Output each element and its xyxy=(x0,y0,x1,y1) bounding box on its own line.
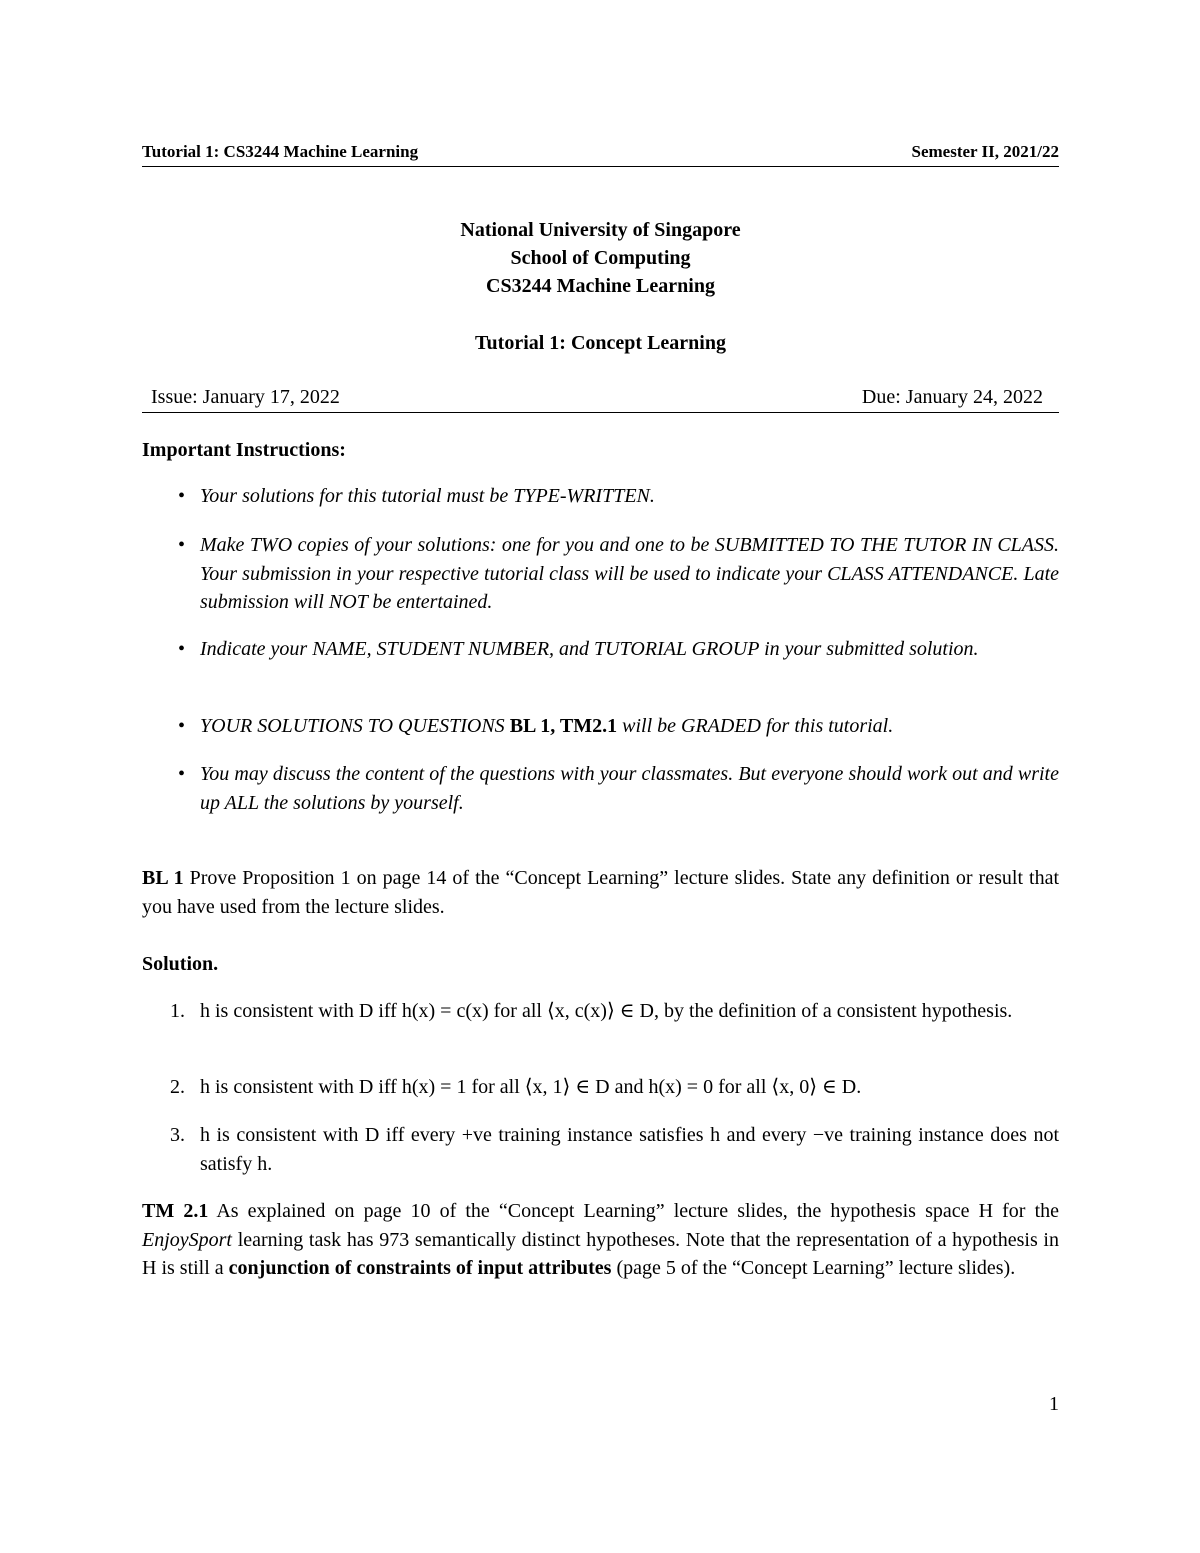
step-text: h is consistent with D iff h(x) = c(x) for all ⟨x, c(x)⟩ ∈ D, by the definition of a consistent hypothesis. xyxy=(200,1000,1013,1022)
emphasis-text: conjunction of constraints of input attributes xyxy=(228,1257,612,1279)
step-number: 2. xyxy=(170,1076,185,1098)
solution-heading: Solution. xyxy=(142,953,219,975)
issue-due-bar xyxy=(142,384,1059,413)
instruction-text xyxy=(200,712,1059,741)
step-number: 3. xyxy=(170,1124,185,1146)
question-text-2: learning task has 973 semantically distinct hypotheses. Note that the representation of a hypothesis in H is still a xyxy=(142,1228,1059,1279)
course-name: CS3244 Machine Learning xyxy=(486,275,715,297)
question-label: TM 2.1 xyxy=(142,1200,209,1222)
instruction-text-post: will be GRADED for this tutorial. xyxy=(617,715,894,737)
bullet-icon: • xyxy=(178,485,186,507)
question-text-3: (page 5 of the “Concept Learning” lecture slides). xyxy=(611,1257,1016,1279)
step-number: 1. xyxy=(170,1000,185,1022)
question-tm21 xyxy=(142,1197,1059,1283)
question-text-1: As explained on page 10 of the “Concept Learning” lecture slides, the hypothesis space H for the xyxy=(208,1200,1059,1222)
bullet-icon: • xyxy=(178,638,186,660)
instruction-text: Your solutions for this tutorial must be TYPE-WRITTEN. xyxy=(200,485,655,507)
header-right: Semester II, 2021/22 xyxy=(911,142,1059,161)
issue-date: Issue: January 17, 2022 xyxy=(151,386,340,408)
question-ref-tm21: TM2.1 xyxy=(559,715,618,737)
bullet-icon: • xyxy=(178,763,186,785)
page-number: 1 xyxy=(1049,1393,1059,1415)
document-page xyxy=(142,0,1059,1553)
instruction-text-pre: YOUR SOLUTIONS TO QUESTIONS xyxy=(200,715,510,737)
bullet-icon: • xyxy=(178,534,186,556)
due-date: Due: January 24, 2022 xyxy=(861,386,1043,408)
question-text: Prove Proposition 1 on page 14 of the “Concept Learning” lecture slides. State any definition or result that you have used from the lecture slides. xyxy=(142,867,1060,918)
tutorial-title: Tutorial 1: Concept Learning xyxy=(475,332,726,354)
question-label: BL 1 xyxy=(142,867,184,889)
running-header xyxy=(142,142,1059,167)
step-text: h is consistent with D iff h(x) = 1 for all ⟨x, 1⟩ ∈ D and h(x) = 0 for all ⟨x, 0⟩ ∈ D. xyxy=(200,1076,862,1098)
step-text: h is consistent with D iff every +ve training instance satisfies h and every −ve training instance does not satisfy h. xyxy=(200,1124,1059,1175)
question-ref-bl1: BL 1 xyxy=(509,715,551,737)
bullet-icon: • xyxy=(178,715,186,737)
instruction-text: You may discuss the content of the questions with your classmates. But everyone should work out and write up ALL the solutions by yourself. xyxy=(200,763,1059,814)
instruction-text: Indicate your NAME, STUDENT NUMBER, and TUTORIAL GROUP in your submitted solution. xyxy=(200,638,979,660)
instruction-sep: , xyxy=(550,715,560,737)
task-name: EnjoySport xyxy=(142,1228,232,1251)
question-bl1 xyxy=(142,864,1059,921)
header-left: Tutorial 1: CS3244 Machine Learning xyxy=(142,142,419,161)
instruction-text: Make TWO copies of your solutions: one for you and one to be SUBMITTED TO THE TUTOR IN CLASS. Your submission in your respective tutorial class will be used to indicate your CLASS ATTENDANCE. Late submission will NOT be entertained. xyxy=(200,534,1059,613)
school-name: School of Computing xyxy=(510,247,691,269)
instructions-heading: Important Instructions: xyxy=(142,439,346,461)
university-name: National University of Singapore xyxy=(460,219,741,241)
